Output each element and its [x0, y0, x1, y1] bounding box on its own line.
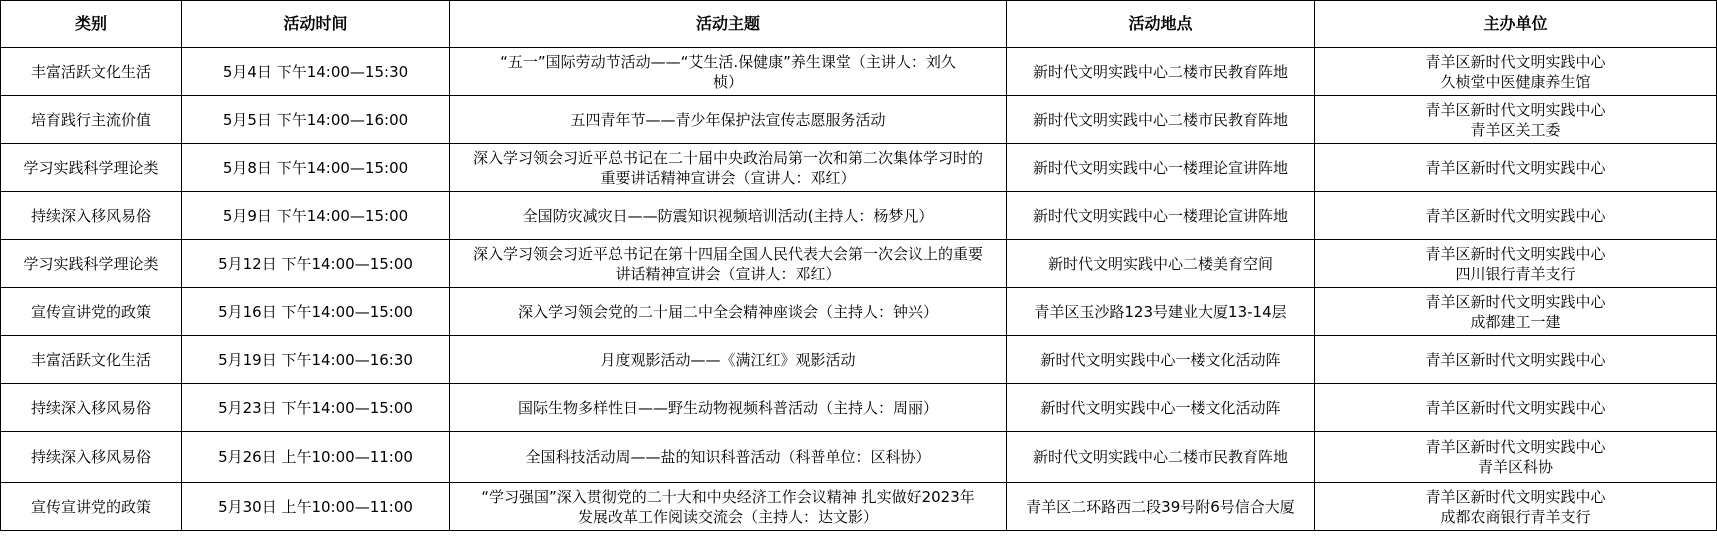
cell-organizer: [1315, 192, 1717, 240]
cell-time: 5月5日 下午14:00—16:00: [182, 96, 450, 144]
organizer-line: 四川银行青羊支行: [1455, 264, 1576, 283]
cell-time: 5月12日 下午14:00—15:00: [182, 240, 450, 288]
table-row: [1, 432, 1717, 483]
cell-theme: [450, 483, 1007, 531]
cell-theme: [450, 48, 1007, 96]
cell-organizer: [1315, 96, 1717, 144]
organizer-line: 青羊区科协: [1477, 458, 1553, 476]
cell-venue: 青羊区玉沙路123号建业大厦13-14层: [1007, 288, 1315, 336]
cell-time: 5月30日 上午10:00—11:00: [182, 483, 450, 531]
organizer-line: 青羊区新时代文明实践中心: [1425, 52, 1606, 71]
cell-theme: [450, 384, 1007, 432]
cell-category: 丰富活跃文化生活: [1, 336, 182, 384]
cell-theme: [450, 96, 1007, 144]
organizer-line: 青羊区关工委: [1470, 120, 1561, 139]
cell-theme: [450, 240, 1007, 288]
theme-line: 月度观影活动——《满江红》观影活动: [600, 350, 856, 369]
theme-line: 深入学习领会习近平总书记在第十四届全国人民代表大会第一次会议上的重要: [472, 244, 983, 263]
theme-line: “学习强国”深入贯彻党的二十大和中央经济工作会议精神 扎实做好2023年: [481, 487, 975, 506]
theme-line: 发展改革工作阅读交流会（主持人：达文影）: [577, 507, 878, 526]
cell-venue: 新时代文明实践中心二楼市民教育阵地: [1007, 48, 1315, 96]
cell-theme: [450, 336, 1007, 384]
theme-line: 重要讲话精神宣讲会（宣讲人：邓红）: [600, 168, 856, 187]
cell-organizer: [1315, 384, 1717, 432]
organizer-line: 青羊区新时代文明实践中心: [1425, 100, 1606, 119]
table-row: [1, 96, 1717, 144]
theme-line: 全国科技活动周——盐的知识科普活动（科普单位：区科协）: [525, 448, 931, 466]
cell-venue: 新时代文明实践中心二楼市民教育阵地: [1007, 96, 1315, 144]
table-row: [1, 192, 1717, 240]
organizer-line: 久桢堂中医健康养生馆: [1440, 72, 1591, 91]
cell-theme: [450, 144, 1007, 192]
cell-category: 学习实践科学理论类: [1, 144, 182, 192]
header-venue: 活动地点: [1007, 1, 1315, 48]
table-row: [1, 144, 1717, 192]
organizer-line: 青羊区新时代文明实践中心: [1425, 487, 1606, 506]
table-row: [1, 384, 1717, 432]
theme-line: 全国防灾减灾日——防震知识视频培训活动(主持人：杨梦凡）: [522, 206, 934, 225]
organizer-line: 青羊区新时代文明实践中心: [1425, 244, 1606, 263]
cell-category: 培育践行主流价值: [1, 96, 182, 144]
organizer-line: 成都农商银行青羊支行: [1440, 507, 1591, 526]
table-row: [1, 483, 1717, 531]
cell-venue: 新时代文明实践中心二楼美育空间: [1007, 240, 1315, 288]
organizer-line: 成都建工一建: [1470, 312, 1561, 331]
cell-time: 5月26日 上午10:00—11:00: [182, 432, 450, 483]
cell-venue: 新时代文明实践中心一楼理论宣讲阵地: [1007, 144, 1315, 192]
cell-category: 学习实践科学理论类: [1, 240, 182, 288]
cell-time: 5月8日 下午14:00—15:00: [182, 144, 450, 192]
header-theme: 活动主题: [450, 1, 1007, 48]
cell-time: 5月4日 下午14:00—15:30: [182, 48, 450, 96]
cell-theme: [450, 192, 1007, 240]
organizer-line: 青羊区新时代文明实践中心: [1425, 398, 1606, 417]
cell-category: 宣传宣讲党的政策: [1, 483, 182, 531]
cell-category: 持续深入移风易俗: [1, 192, 182, 240]
cell-theme: [450, 432, 1007, 483]
cell-time: 5月16日 下午14:00—15:00: [182, 288, 450, 336]
cell-venue: 青羊区二环路西二段39号附6号信合大厦: [1007, 483, 1315, 531]
cell-venue: 新时代文明实践中心一楼文化活动阵: [1007, 336, 1315, 384]
cell-organizer: [1315, 288, 1717, 336]
table-row: [1, 336, 1717, 384]
organizer-line: 青羊区新时代文明实践中心: [1425, 206, 1606, 225]
cell-venue: 新时代文明实践中心一楼理论宣讲阵地: [1007, 192, 1315, 240]
cell-category: 持续深入移风易俗: [1, 432, 182, 483]
table-row: [1, 240, 1717, 288]
theme-line: 国际生物多样性日——野生动物视频科普活动（主持人：周丽）: [517, 398, 938, 417]
table-row: [1, 288, 1717, 336]
cell-category: 持续深入移风易俗: [1, 384, 182, 432]
cell-organizer: [1315, 240, 1717, 288]
organizer-line: 青羊区新时代文明实践中心: [1425, 438, 1606, 456]
cell-organizer: [1315, 432, 1717, 483]
table-header-row: [1, 1, 1717, 48]
cell-time: 5月9日 下午14:00—15:00: [182, 192, 450, 240]
table-row: [1, 48, 1717, 96]
theme-line: 讲话精神宣讲会（宣讲人：邓红）: [615, 264, 841, 283]
theme-line: 深入学习领会党的二十届二中全会精神座谈会（主持人：钟兴）: [517, 302, 938, 321]
organizer-line: 青羊区新时代文明实践中心: [1425, 158, 1606, 177]
cell-category: 宣传宣讲党的政策: [1, 288, 182, 336]
cell-organizer: [1315, 336, 1717, 384]
organizer-line: 青羊区新时代文明实践中心: [1425, 292, 1606, 311]
cell-organizer: [1315, 144, 1717, 192]
cell-time: 5月23日 下午14:00—15:00: [182, 384, 450, 432]
cell-venue: 新时代文明实践中心一楼文化活动阵: [1007, 384, 1315, 432]
header-organizer: 主办单位: [1315, 1, 1717, 48]
cell-category: 丰富活跃文化生活: [1, 48, 182, 96]
cell-time: 5月19日 下午14:00—16:30: [182, 336, 450, 384]
theme-line: 五四青年节——青少年保护法宣传志愿服务活动: [570, 110, 886, 129]
theme-line: “五一”国际劳动节活动——“艾生活.保健康”养生课堂（主讲人：刘久: [500, 52, 956, 71]
organizer-line: 青羊区新时代文明实践中心: [1425, 350, 1606, 369]
cell-venue: 新时代文明实践中心二楼市民教育阵地: [1007, 432, 1315, 483]
cell-organizer: [1315, 483, 1717, 531]
cell-organizer: [1315, 48, 1717, 96]
theme-line: 桢）: [712, 72, 743, 91]
theme-line: 深入学习领会习近平总书记在二十届中央政治局第一次和第二次集体学习时的: [472, 148, 983, 167]
header-time: 活动时间: [182, 1, 450, 48]
cell-theme: [450, 288, 1007, 336]
header-category: 类别: [1, 1, 182, 48]
